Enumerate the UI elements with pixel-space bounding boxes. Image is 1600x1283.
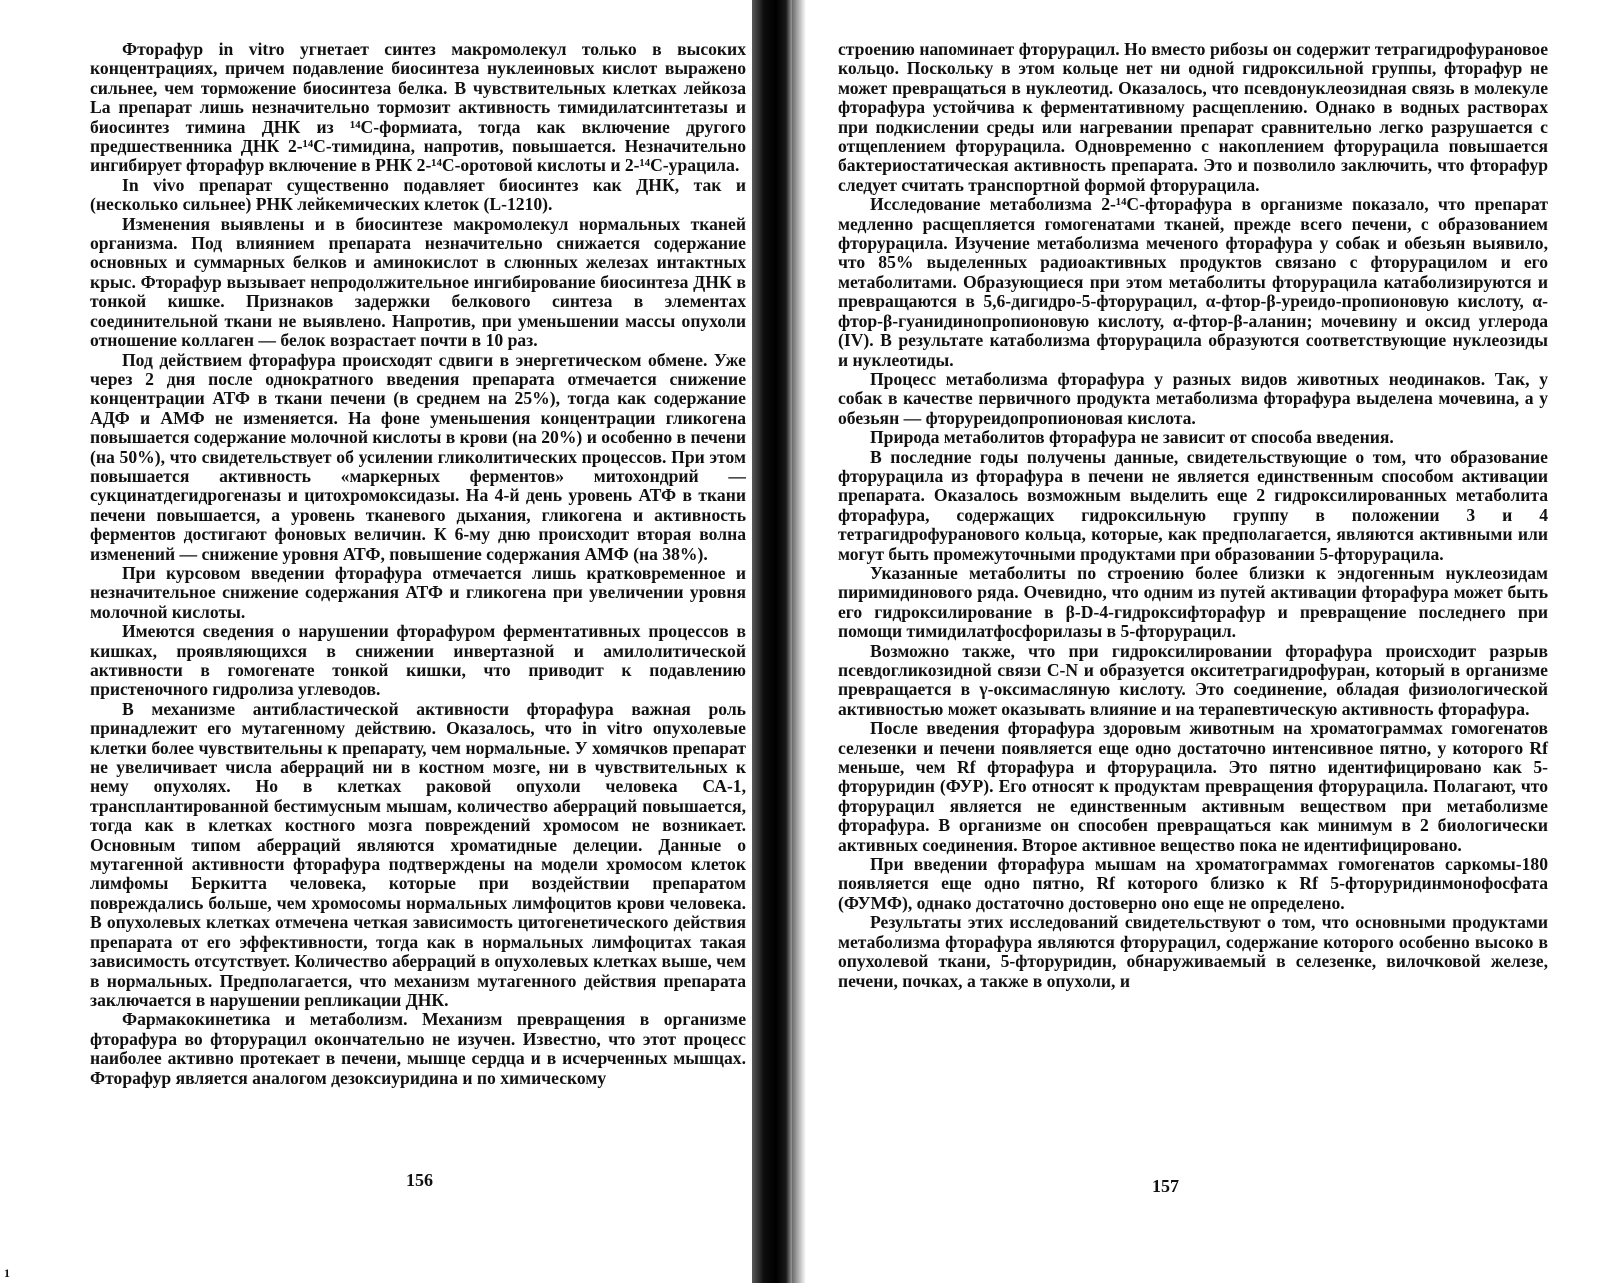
page-number: 156: [406, 1170, 433, 1190]
right-page: [790, 0, 1600, 1283]
paragraph: После введения фторафура здоровым животным на хроматограммах гомогенатов селезенки и печени появляется еще одно достаточно интенсивное пятно, у которого Rf меньше, чем Rf фторафура и фторурацила. Это пятно идентифицировано как 5-фторуридин (ФУР). Его относят к продуктам превращения фторурацила. Полагают, что фторурацил является не единственным активным веществом при метаболизме фторафура. В организме он способен превращаться как минимум в 2 биологически активных соединения. Второе активное вещество пока не идентифицировано.: [838, 718, 1548, 855]
paragraph-pharmacokinetics: [90, 1010, 746, 1088]
corner-mark: 1: [4, 1266, 10, 1280]
left-page: [0, 0, 768, 1283]
paragraph: Указанные метаболиты по строению более близки к эндогенным нуклеозидам пиримидинового ряда. Очевидно, что одним из путей активации фторафура может быть его гидроксилирование в β-D-4-гидроксифторафур и превращение последнего при помощи тимидилатфосфорилазы в 5-фторурацил.: [838, 562, 1548, 642]
paragraph: В последние годы получены данные, свидетельствующие о том, что образование фторурацила из фторафура в печени не является единственным способом активации препарата. Оказалось возможным выделить еще 2 гидроксилированных метаболита фторафура, содержащих гидроксильную группу в положении 3 и 4 тетрагидрофуранового кольца, которые, как предполагается, являются активными или могут быть промежуточными продуктами при образовании 5-фторурацила.: [838, 446, 1548, 564]
paragraph: При введении фторафура мышам на хроматограммах гомогенатов саркомы-180 появляется еще одно пятно, Rf которого близко к Rf 5-фторуридинмонофосфата (ФУМФ), однако достаточно достоверно оно еще не определено.: [838, 854, 1548, 913]
paragraph: Исследование метаболизма 2-¹⁴С-фторафура в организме показало, что препарат медленно расщепляется гомогенатами тканей, прежде всего печени, с образованием фторурацила. Изучение метаболизма меченого фторафура у собак и обезьян выявило, что 85% выделенных радиоактивных продуктов связано с фторурацилом и его метаболитами. Образующиеся при этом метаболиты фторурацила катаболизируются и превращаются в 5,6-дигидро-5-фторурацил, α-фтор-β-уреидо-пропионовую кислоту, α-фтор-β-гуанидинопропионовую кислоту, α-фтор-β-аланин; мочевину и оксид углерода (IV). В результате катаболизма фторурацила образуются соответствующие нуклеозиды и нуклеотиды.: [838, 194, 1548, 370]
section-heading: Фармакокинетика и метаболизм.: [122, 1009, 408, 1030]
right-page-text: [838, 40, 1548, 991]
paragraph: Возможно также, что при гидроксилировании фторафура происходит разрыв псевдогликозидной связи С-N и образуется окситетрагидрофуран, который в организме превращается в γ-оксимасляную кислоту. Это соединение, обладая физиологической активностью может оказывать влияние и на терапевтическую активность фторафура.: [838, 640, 1548, 719]
paragraph-text: Механизм превращения в организме фторафура во фторурацил окончательно не изучен. Известно, что этот процесс наиболее активно протекает в печени, мышце сердца и в исчерченных мышцах. Фторафур является аналогом дезоксиуридина и по химическому: [90, 1009, 747, 1088]
paragraph: In vivo препарат существенно подавляет биосинтез как ДНК, так и (несколько сильнее) РНК лейкемических клеток (L-1210).: [90, 174, 746, 215]
paragraph: При курсовом введении фторафура отмечается лишь кратковременное и незначительное снижение содержания АТФ и гликогена при увеличении уровня молочной кислоты.: [90, 562, 746, 622]
paragraph: строению напоминает фторурацил. Но вместо рибозы он содержит тетрагидрофурановое кольцо. Поскольку в этом кольце нет ни одной гидроксильной группы, фторафур не может превращаться в нуклеотид. Оказалось, что псевдонуклеозидная связь в молекуле фторафура устойчива к ферментативному расщеплению. Однако в водных растворах при подкислении среды или нагревании препарат сравнительно легко разрушается с отщеплением фторурацила. Одновременно с накоплением фторурацила повышается бактериостатическая активность препарата. Это и позволило заключить, что фторафур следует считать транспортной формой фторурацила.: [838, 39, 1548, 195]
page-number: 157: [1152, 1176, 1179, 1196]
paragraph: Природа метаболитов фторафура не зависит от способа введения.: [870, 427, 1394, 448]
paragraph: Имеются сведения о нарушении фторафуром ферментативных процессов в кишках, проявляющихся в снижении инвертазной и амилолитической активности в гомогенате тонкой кишки, что приводит к подавлению пристеночного гидролиза углеводов.: [90, 621, 746, 700]
book-gutter: [752, 0, 792, 1283]
paragraph: Изменения выявлены и в биосинтезе макромолекул нормальных тканей организма. Под влиянием препарата незначительно снижается содержание основных и суммарных белков и аминокислот в слюнных железах интактных крыс. Фторафур вызывает непродолжительное ингибирование биосинтеза ДНК в тонкой кишке. Признаков задержки белкового синтеза в элементах соединительной ткани не выявлено. Напротив, при уменьшении массы опухоли отношение коллаген — белок возрастает почти в 10 раз.: [90, 213, 746, 351]
paragraph: Фторафур in vitro угнетает синтез макромолекул только в высоких концентрациях, причем подавление биосинтеза нуклеиновых кислот выражено сильнее, чем торможение биосинтеза белка. В чувствительных клетках лейкоза La препарат лишь незначительно тормозит активность тимидилатсинтетазы и биосинтез тимина ДНК из ¹⁴С-формиата, тогда как включение другого предшественника ДНК 2-¹⁴С-тимидина, напротив, повышается. Незначительно ингибирует фторафур включение в РНК 2-¹⁴С-оротовой кислоты и 2-¹⁴С-урацила.: [90, 39, 746, 176]
paragraph: Результаты этих исследований свидетельствуют о том, что основными продуктами метаболизма фторафура являются фторурацил, содержание которого особенно высоко в опухолевой ткани, 5-фторуридин, обнаруживаемый в селезенке, вилочковой железе, печени, почках, а также в опухоли, и: [838, 912, 1548, 991]
left-page-text: [90, 40, 746, 1088]
paragraph: В механизме антибластической активности фторафура важная роль принадлежит его мутагенному действию. Оказалось, что in vitro опухолевые клетки более чувствительны к препарату, чем нормальные. У хомячков препарат не увеличивает числа аберраций ни в костном мозге, ни в чувствительных к нему опухолях. Но в клетках раковой опухоли человека СА-1, трансплантированной бестимусным мышам, количество аберраций повышается, тогда как в клетках костного мозга повреждений хромосом не возникает. Основным типом аберраций являются хроматидные делеции. Данные о мутагенной активности фторафура подтверждены на модели хромосом клеток лимфомы Беркитта человека, которые при воздействии препаратом повреждались больше, чем хромосомы нормальных лимфоцитов крови человека. В опухолевых клетках отмечена четкая зависимость цитогенетического действия препарата от его эффективности, тогда как в нормальных лимфоцитах такая зависимость отсутствует. Количество аберраций в опухолевых клетках выше, чем в нормальных. Предполагается, что механизм мутагенного действия препарата заключается в нарушении репликации ДНК.: [90, 698, 746, 1010]
paragraph: Процесс метаболизма фторафура у разных видов животных неодинаков. Так, у собак в качестве первичного продукта метаболизма фторафура выделена мочевина, а у обезьян — фторуреидопропионовая кислота.: [838, 368, 1548, 428]
paragraph: Под действием фторафура происходят сдвиги в энергетическом обмене. Уже через 2 дня после однократного введения препарата отмечается снижение концентрации АТФ в ткани печени (в среднем на 25%), тогда как содержание АДФ и АМФ не изменяется. На фоне уменьшения концентрации гликогена повышается содержание молочной кислоты в крови (на 20%) и особенно в печени (на 50%), что свидетельствует об усилении гликолитических процессов. При этом повышается активность «маркерных ферментов» митохондрий — сукцинатдегидрогеназы и цитохромоксидазы. На 4-й день уровень АТФ в ткани печени повышается, а уровень тканевого дыхания, гликогена и активность ферментов достигают фоновых величин. К 6-му дню происходит вторая волна изменений — снижение уровня АТФ, повышение содержания АМФ (на 38%).: [90, 349, 746, 564]
